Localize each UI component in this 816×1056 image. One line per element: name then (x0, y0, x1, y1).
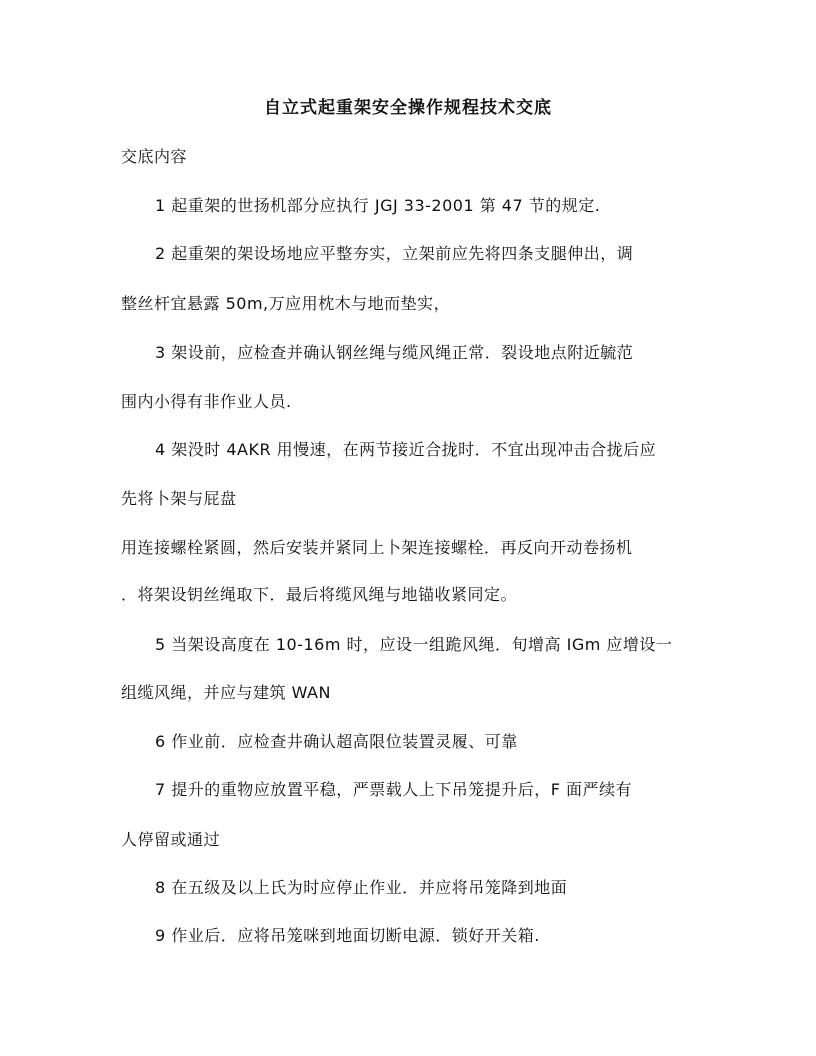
paragraph-line-7: 先将卜架与屁盘 (121, 489, 237, 508)
paragraph-line-3: 整丝杆宜悬露 50m,万应用枕木与地而垫实， (121, 294, 451, 313)
paragraph-line-1: 1 起重架的世扬机部分应执行 JGJ 33-2001 第 47 节的规定. (155, 196, 601, 215)
section-heading: 交底内容 (121, 147, 188, 166)
paragraph-line-12: 6 作业前．应检查井确认超高限位装置灵履、可靠 (155, 732, 518, 751)
paragraph-line-11: 组缆风绳，并应与建筑 WAN (121, 683, 331, 702)
paragraph-line-2: 2 起重架的架设场地应平整夯实，立架前应先将四条支腿伸出，调 (155, 244, 634, 263)
paragraph-line-8: 用连接螺栓紧圆，然后安装并紧同上卜架连接螺栓．再反向开动卷扬机 (121, 538, 633, 557)
document-title: 自立式起重架安全操作规程技术交底 (264, 98, 552, 118)
paragraph-line-5: 围内小得有非作业人员. (121, 392, 292, 411)
paragraph-line-10: 5 当架设高度在 10-16m 时，应设一组跪风绳．旬增高 IGm 应增设一 (155, 635, 673, 654)
paragraph-line-15: 8 在五级及以上氏为时应停止作业．并应将吊笼降到地面 (155, 878, 568, 897)
paragraph-line-14: 人停留或通过 (121, 830, 221, 849)
paragraph-line-6: 4 架没时 4AKR 用慢速，在两节接近合拢时．不宜出现冲击合拢后应 (155, 440, 657, 459)
paragraph-line-13: 7 提升的重物应放置平稳，严票载人上下吊笼提升后，F 面严续有 (155, 780, 633, 799)
paragraph-line-4: 3 架设前，应检查并确认钢丝绳与缆风绳正常．裂设地点附近毓范 (155, 343, 634, 362)
paragraph-line-16: 9 作业后．应将吊笼咪到地面切断电源．锁好开关箱. (155, 926, 540, 945)
paragraph-line-9: ．将架设钥丝绳取下．最后将缆风绳与地锚收紧同定。 (121, 585, 518, 604)
